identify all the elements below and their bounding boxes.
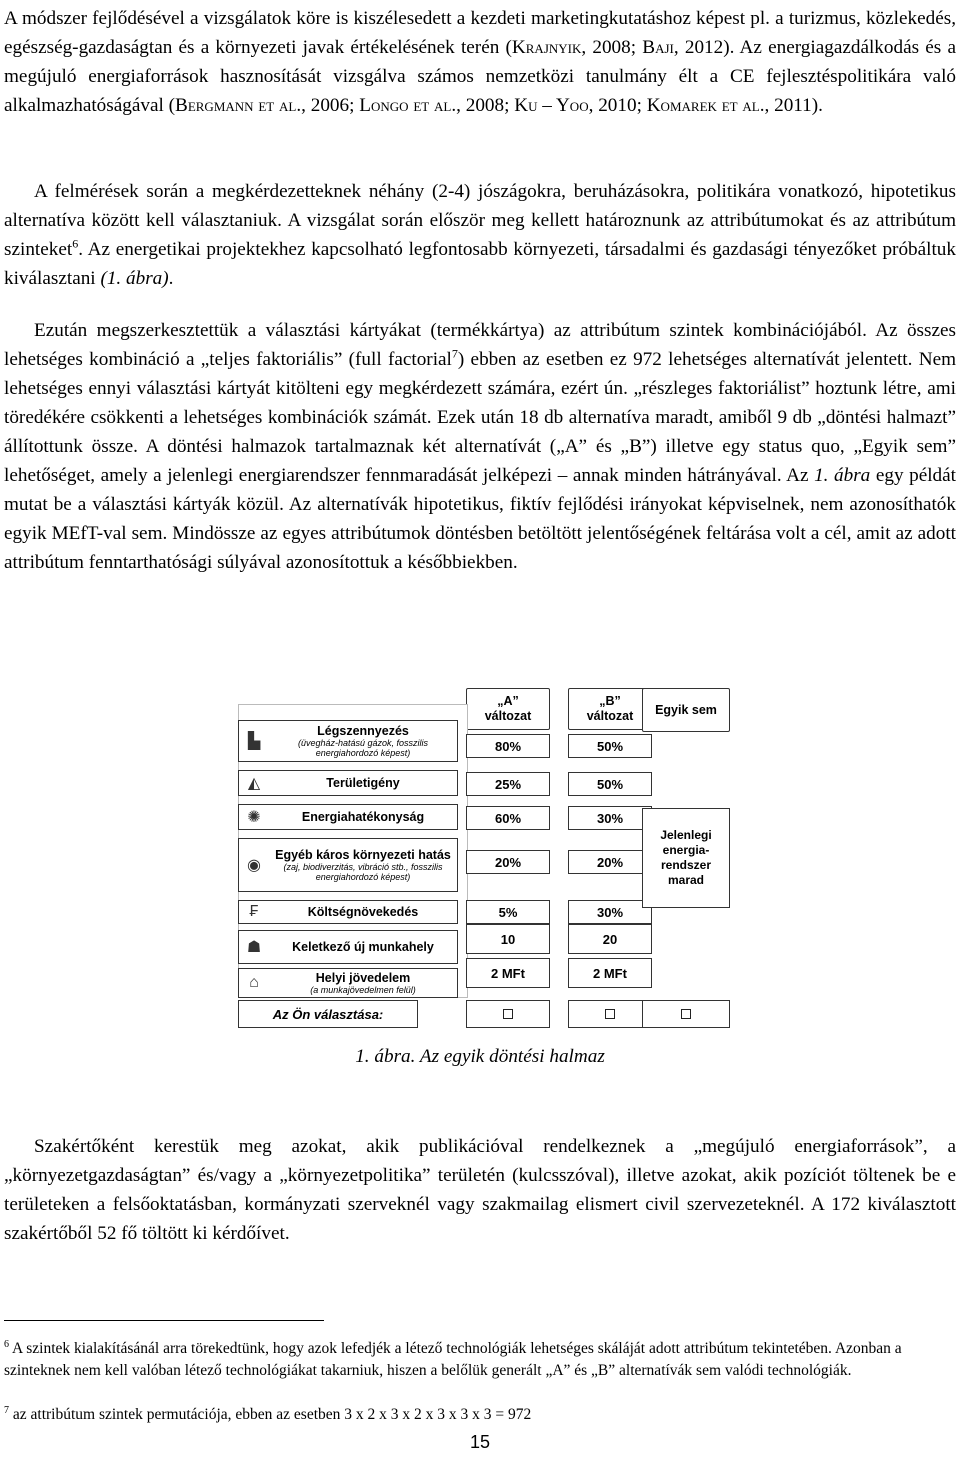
value-a-3: 20% — [466, 850, 550, 874]
checkbox-icon[interactable] — [503, 1009, 513, 1019]
page-number: 15 — [469, 1432, 491, 1452]
lightbulb-icon: ✺ — [247, 809, 261, 826]
value-b-4: 30% — [568, 900, 652, 924]
value-b-2: 30% — [568, 806, 652, 830]
citation: Bergmann et al. — [175, 95, 302, 116]
footnote-6: $^6$ A szintek kialakításánál arra törekedtünk, hogy azok lefedjék a létező technológiák lehetséges skáláját adott attribútum tekintetében. Azonban a szinteknek nem kell valóban létező technológiákat takarniuk, hiszen a belőlük generált „A” és „B” alternatívák sem valódi technológiák. — [4, 1338, 902, 1379]
value-b-0: 50% — [568, 734, 652, 758]
attribute-row-other-impact: ◉ Egyéb káros környezeti hatás (zaj, biodiverzitás, vibráció stb., fosszilis energiahordozó képest) — [238, 838, 458, 892]
value-b-6: 2 MFt — [568, 958, 652, 988]
figure-reference: (1. ábra) — [100, 268, 169, 289]
figure-caption: 1. ábra. Az egyik döntési halmaz — [355, 1046, 605, 1067]
choice-b-checkbox[interactable] — [568, 1000, 652, 1028]
land-icon: ◭ — [247, 775, 261, 792]
checkbox-icon[interactable] — [681, 1009, 691, 1019]
status-quo-text: Jelenlegi energia- rendszer marad — [642, 808, 730, 908]
citation: Ku – Yoo — [514, 95, 589, 116]
value-b-5: 20 — [568, 924, 652, 954]
footnote-ref-7[interactable]: 7 — [451, 346, 458, 361]
globe-icon: ◉ — [247, 857, 261, 874]
attribute-row-local-income: ⌂ Helyi jövedelem (a munkajövedelmen felül) — [238, 968, 458, 998]
checkbox-icon[interactable] — [605, 1009, 615, 1019]
paragraph-1: A módszer fejlődésével a vizsgálatok köre is kiszélesedett a kezdeti marketingkutatáshoz képest pl. a turizmus, közlekedés, egészség-gazdaságtan és a környezeti javak értékelésének terén (Krajnyik, 2008; Baji, 2012). Az energiagazdálkodás és a megújuló energiaforrások hasznosítását vizsgálva számos nemzetközi tanulmány élt a CE fejlesztéspolitikára való alkalmazhatóságával (Bergmann et al., 2006; Longo et al., 2008; Ku – Yoo, 2010; Komarek et al., 2011). — [4, 8, 956, 116]
choice-none-checkbox[interactable] — [642, 1000, 730, 1028]
paragraph-3: Ezután megszerkesztettük a választási kártyákat (termékkártya) az attribútum szintek kombinációjából. Az összes lehetséges kombináció a „teljes faktoriális” (full factorial$^7$) ebben az esetben ez 972 lehetséges alternatívát jelentett. Nem lehetséges ennyi választási kártyát kitölteni egy megkérdezett számára, ezért ún. „részleges faktoriálist” hoztunk létre, ami töredékére csökkenti a lehetséges kombinációk számát. Ezek után 18 db alternatíva maradt, amiből 9 db „döntési halmazt” állítottunk össze. A döntési halmazok tartalmaznak két alternatívát („A” és „B”) illetve egy status quo, „Egyik sem” lehetőséget, amely a jelenlegi energiarendszer fennmaradását jelképezi – annak minden hátrányával. Az 1. ábra egy példát mutat be a választási kártyák közül. Az alternatívák hipotetikus, fiktív fejlődési irányokat képviselnek, nem azonosíthatók egyik MEfT-val sem. Mindössze az egyes attribútumok döntésben betöltött jelentőségének feltárása volt a cél, amit az adott attribútum fenntarthatósági súlyával azonosítottuk a későbbiekben. — [4, 320, 957, 573]
citation: Krajnyik — [511, 37, 582, 58]
value-b-3: 20% — [568, 850, 652, 874]
citation: Komarek et al. — [646, 95, 765, 116]
footnote-7: $^7$ az attribútum szintek permutációja, ebben az esetben 3 x 2 x 3 x 2 x 3 x 3 x 3 = 972 — [4, 1404, 532, 1423]
attribute-row-cost: ₣ Költségnövekedés — [238, 900, 458, 924]
citation: Longo et al. — [359, 95, 457, 116]
worker-icon: ☗ — [246, 939, 262, 956]
attribute-row-land-use: ◭ Területigény — [238, 770, 458, 796]
attribute-row-efficiency: ✺ Energiahatékonyság — [238, 804, 458, 830]
column-header-a: „A” változat — [466, 688, 550, 730]
value-a-1: 25% — [466, 772, 550, 796]
choice-card-figure — [238, 688, 732, 1032]
footnote-ref-6[interactable]: 6 — [72, 236, 79, 251]
figure-reference: 1. ábra — [814, 465, 871, 486]
attribute-row-air-pollution: ▙ Légszennyezés (üvegház-hatású gázok, fosszilis energiahordozó képest) — [238, 720, 458, 762]
value-a-0: 80% — [466, 734, 550, 758]
value-b-1: 50% — [568, 772, 652, 796]
column-header-b: „B” változat — [568, 688, 652, 730]
attribute-row-jobs: ☗ Keletkező új munkahely — [238, 930, 458, 964]
paragraph-4: Szakértőként kerestük meg azokat, akik publikációval rendelkeznek a „megújuló energiaforrások”, a „környezetgazdaságtan” és/vagy a „környezetpolitika” területén (kulcsszóval), illetve azokat, akik pozíciót töltenek be e területeken a felsőoktatásban, kormányzati szerveknél vagy szakmailag elismert civil szervezeteknél. A 172 kiválasztott szakértőből 52 fő töltött ki kérdőívet. — [4, 1136, 956, 1244]
choice-a-checkbox[interactable] — [466, 1000, 550, 1028]
your-choice-label: Az Ön választása: — [238, 1000, 418, 1028]
column-header-none: Egyik sem — [642, 688, 730, 732]
paragraph-2: A felmérések során a megkérdezetteknek néhány (2-4) jószágokra, beruházásokra, politikára vonatkozó, hipotetikus alternatíva között kell választaniuk. A vizsgálat során először meg kellett határoznunk az attribútumokat és az attribútum szinteket$^6$. Az energetikai projektekhez kapcsolható legfontosabb környezeti, társadalmi és gazdasági tényezőket próbáltuk kiválasztani (1. ábra). — [4, 181, 956, 289]
factory-icon: ▙ — [247, 733, 261, 750]
value-a-6: 2 MFt — [466, 958, 550, 988]
value-a-2: 60% — [466, 806, 550, 830]
footnote-divider — [4, 1320, 324, 1321]
value-a-5: 10 — [466, 924, 550, 954]
money-icon: ₣ — [249, 903, 259, 920]
citation: Baji — [642, 37, 674, 58]
house-icon: ⌂ — [249, 974, 259, 991]
value-a-4: 5% — [466, 900, 550, 924]
